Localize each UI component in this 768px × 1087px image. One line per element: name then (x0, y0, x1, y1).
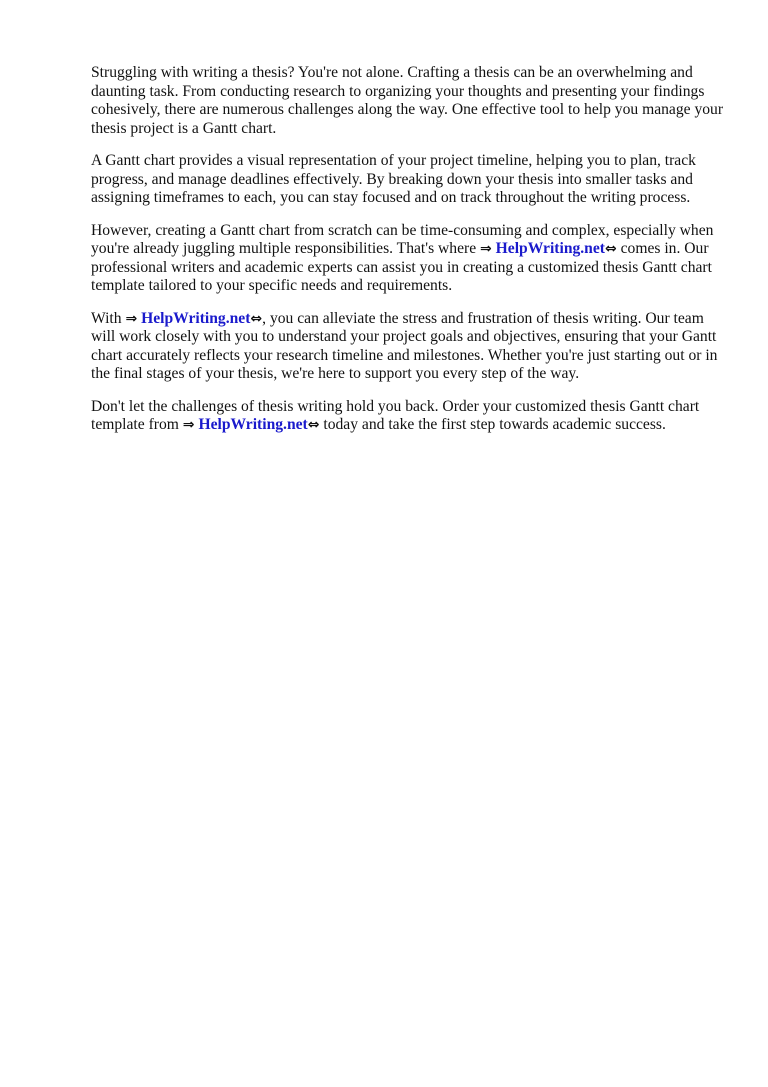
paragraph-call-to-action (91, 398, 731, 435)
paragraph-text: today and take the first step towards academic success. (319, 416, 666, 433)
helpwriting-link[interactable]: HelpWriting.net (141, 309, 251, 327)
left-right-double-arrow-icon: ⇔ (307, 417, 320, 433)
paragraph-service-intro (91, 222, 731, 296)
left-right-double-arrow-icon: ⇔ (604, 241, 617, 257)
helpwriting-link[interactable]: HelpWriting.net (495, 240, 605, 257)
right-double-arrow-icon: ⇒ (480, 241, 492, 257)
paragraph-text: Don't let the challenges of thesis writing hold you back. Order your customized thesis Gantt chart template from (91, 397, 700, 433)
right-double-arrow-icon: ⇒ (125, 310, 138, 327)
paragraph-service-benefits (91, 310, 731, 384)
document-page (91, 64, 731, 449)
right-double-arrow-icon: ⇒ (182, 417, 195, 433)
paragraph-text: comes in. Our professional writers and academic experts can assist you in creating a customized thesis Gantt chart template tailored to your specific needs and requirements. (91, 240, 712, 294)
paragraph-gantt-description: A Gantt chart provides a visual representation of your project timeline, helping you to plan, track progress, and manage deadlines effectively. By breaking down your thesis into smaller tasks and assigning timeframes to each, you can stay focused and on track throughout the writing process. (91, 152, 696, 206)
paragraph-text: With (91, 309, 126, 327)
paragraph-text: However, creating a Gantt chart from scratch can be time-consuming and complex, especially when you're already juggling multiple responsibilities. That's where (91, 221, 714, 257)
paragraph-intro: Struggling with writing a thesis? You're not alone. Crafting a thesis can be an overwhelming and daunting task. From conducting research to organizing your thoughts and presenting your findings cohesively, there are numerous challenges along the way. One effective tool to help you manage your thesis project is a Gantt chart. (91, 64, 724, 137)
paragraph-text: , you can alleviate the stress and frustration of thesis writing. Our team will work closely with you to understand your project goals and objectives, ensuring that your Gantt chart accurately reflects your research timeline and milestones. Whether you're just starting out or in the final stages of your thesis, we're here to support you every step of the way. (91, 309, 718, 382)
left-right-double-arrow-icon: ⇔ (250, 310, 263, 327)
helpwriting-link[interactable]: HelpWriting.net (198, 416, 308, 433)
